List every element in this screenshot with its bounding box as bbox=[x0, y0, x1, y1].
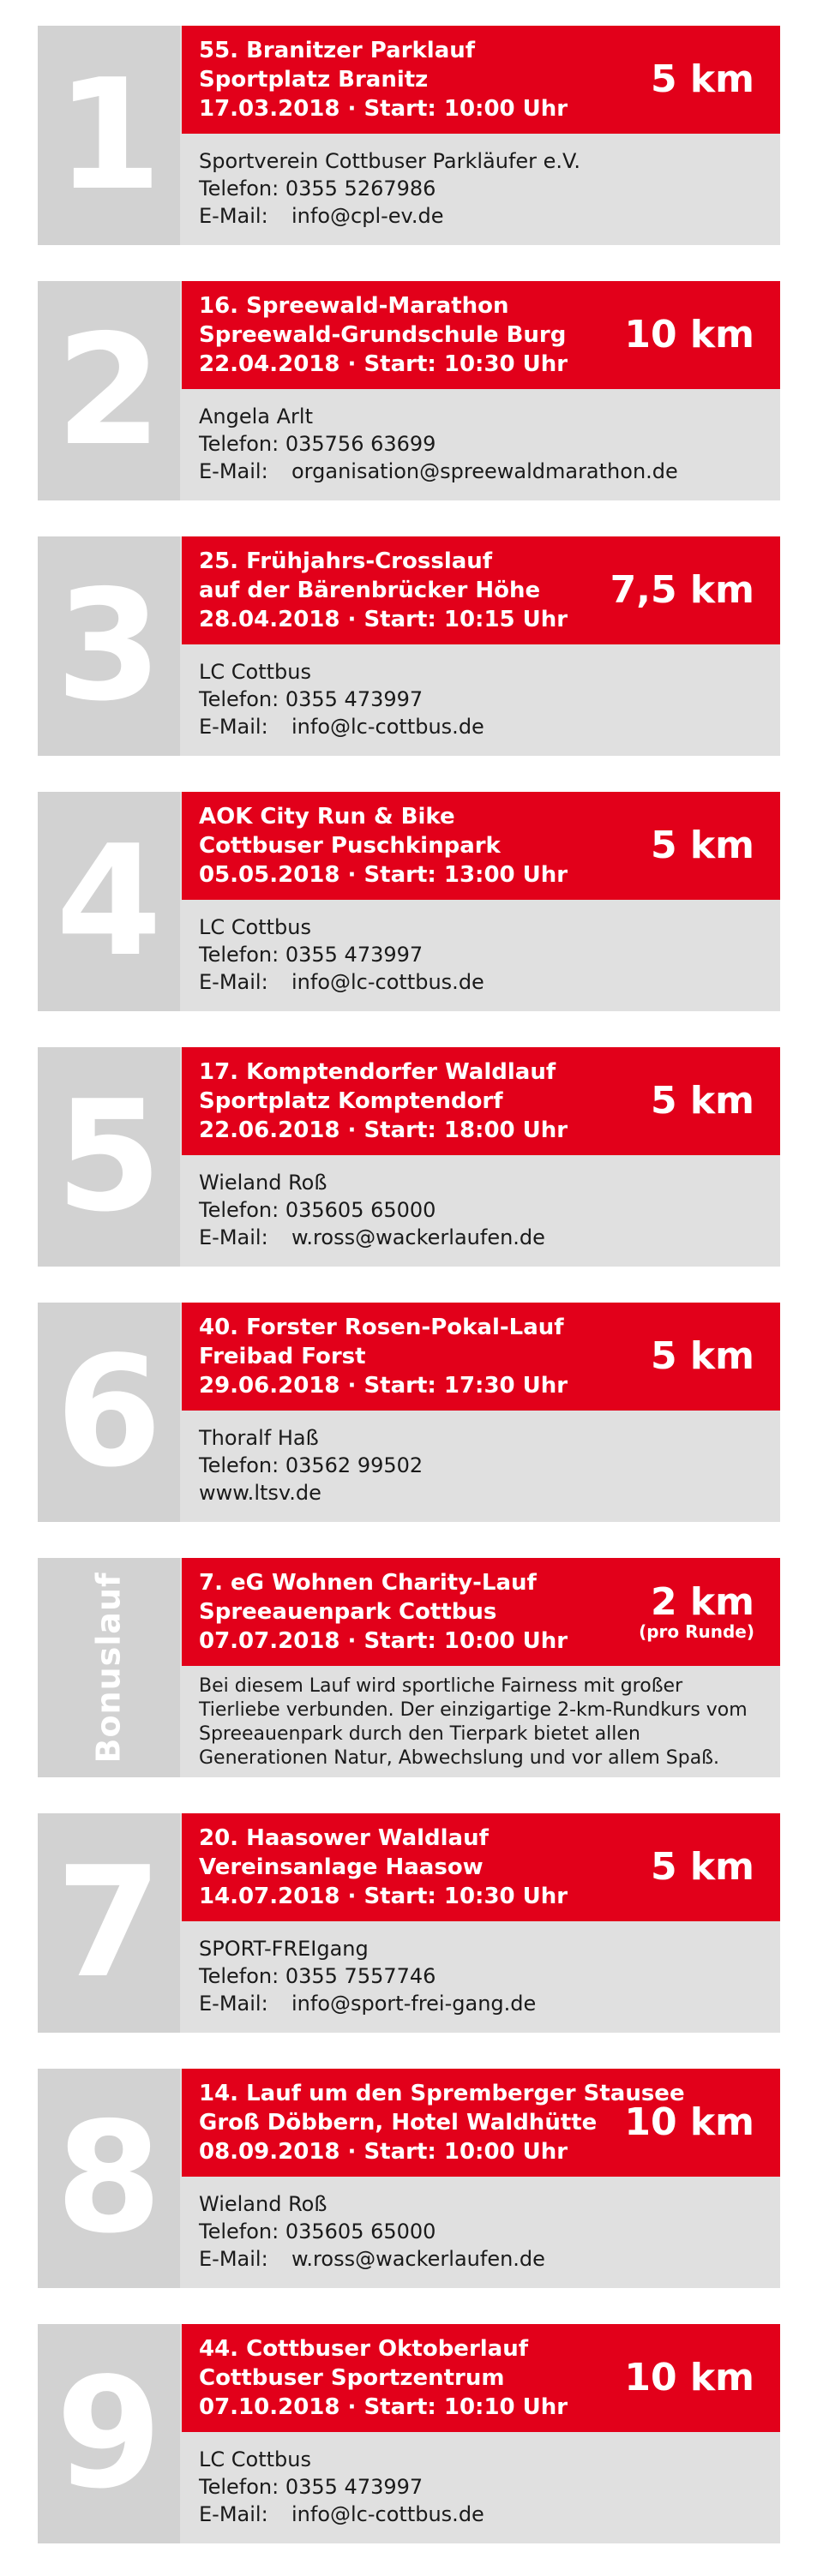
event-distance: 5 km bbox=[650, 57, 754, 101]
event-distance-block bbox=[651, 792, 754, 900]
event-number: 5 bbox=[38, 1047, 180, 1267]
event-phone: Telefon: 035756 63699 bbox=[199, 432, 436, 456]
event-venue: Vereinsanlage Haasow bbox=[199, 1854, 484, 1880]
event-email-link[interactable]: info@lc-cottbus.de bbox=[291, 970, 484, 994]
event-email-link[interactable]: organisation@spreewaldmarathon.de bbox=[291, 459, 678, 483]
event-card bbox=[38, 281, 780, 500]
event-card bbox=[38, 2324, 780, 2543]
event-phone: Telefon: 0355 7557746 bbox=[199, 1964, 436, 1988]
event-details bbox=[199, 147, 763, 230]
event-distance-note: (pro Runde) bbox=[639, 1621, 754, 1642]
event-card bbox=[38, 536, 780, 756]
event-header bbox=[182, 281, 780, 389]
event-venue: Cottbuser Puschkinpark bbox=[199, 833, 501, 859]
event-title-block bbox=[199, 1568, 609, 1656]
event-header bbox=[182, 536, 780, 644]
email-label: E-Mail: bbox=[199, 1992, 268, 2016]
event-contact: Angela Arlt bbox=[199, 404, 313, 428]
event-distance-block bbox=[624, 2069, 754, 2177]
event-details bbox=[199, 914, 763, 996]
event-phone: Telefon: 035605 65000 bbox=[199, 1198, 436, 1222]
event-email-link[interactable]: info@lc-cottbus.de bbox=[291, 715, 484, 739]
event-website-link[interactable]: www.ltsv.de bbox=[199, 1481, 321, 1505]
event-card bbox=[38, 26, 780, 245]
event-venue: Cottbuser Sportzentrum bbox=[199, 2365, 505, 2391]
event-date-start: 07.07.2018 · Start: 10:00 Uhr bbox=[199, 1628, 568, 1654]
event-details bbox=[199, 658, 763, 740]
event-distance-block bbox=[639, 1558, 754, 1666]
event-phone: Telefon: 0355 473997 bbox=[199, 943, 424, 967]
event-details bbox=[199, 1169, 763, 1251]
email-label: E-Mail: bbox=[199, 2502, 268, 2526]
event-venue: auf der Bärenbrücker Höhe bbox=[199, 578, 541, 603]
event-title-block bbox=[199, 547, 609, 634]
event-date-start: 22.04.2018 · Start: 10:30 Uhr bbox=[199, 351, 568, 377]
event-number: 2 bbox=[38, 281, 180, 500]
email-label: E-Mail: bbox=[199, 970, 268, 994]
event-venue: Sportplatz Komptendorf bbox=[199, 1088, 503, 1114]
event-venue: Spreeauenpark Cottbus bbox=[199, 1599, 497, 1625]
event-phone: Telefon: 0355 473997 bbox=[199, 687, 424, 711]
event-title-block bbox=[199, 291, 609, 379]
event-number: 7 bbox=[38, 1813, 180, 2033]
event-card bbox=[38, 792, 780, 1011]
event-distance-block bbox=[651, 26, 754, 134]
event-name: 7. eG Wohnen Charity-Lauf bbox=[199, 1570, 537, 1596]
event-details bbox=[199, 1935, 763, 2017]
event-date-start: 05.05.2018 · Start: 13:00 Uhr bbox=[199, 862, 568, 888]
event-date-start: 22.06.2018 · Start: 18:00 Uhr bbox=[199, 1117, 568, 1143]
event-phone: Telefon: 0355 5267986 bbox=[199, 177, 436, 201]
event-distance: 10 km bbox=[624, 2100, 754, 2144]
event-contact: Wieland Roß bbox=[199, 2192, 327, 2216]
event-distance-block bbox=[624, 281, 754, 389]
event-distance: 5 km bbox=[650, 824, 754, 867]
event-email-row bbox=[199, 458, 763, 485]
event-email-row bbox=[199, 1224, 763, 1251]
event-number: 3 bbox=[38, 536, 180, 756]
event-details bbox=[199, 2190, 763, 2273]
event-contact: LC Cottbus bbox=[199, 2447, 311, 2471]
event-header bbox=[182, 792, 780, 900]
event-number: 4 bbox=[38, 792, 180, 1011]
event-card bbox=[38, 1813, 780, 2033]
event-contact: SPORT-FREIgang bbox=[199, 1937, 369, 1961]
event-contact: Thoralf Haß bbox=[199, 1426, 319, 1450]
event-email-link[interactable]: info@lc-cottbus.de bbox=[291, 2502, 484, 2526]
event-distance: 5 km bbox=[650, 1334, 754, 1378]
event-date-start: 08.09.2018 · Start: 10:00 Uhr bbox=[199, 2139, 568, 2165]
event-date-start: 07.10.2018 · Start: 10:10 Uhr bbox=[199, 2394, 568, 2420]
event-description: Bei diesem Lauf wird sportliche Fairness mit großer Tierliebe verbunden. Der einzigartige 2-km-Rundkurs vom Spreeauenpark durch den Tierpark bietet allen Generationen Natur, Abwechslung und vor allem Spaß. bbox=[199, 1675, 748, 1769]
event-header bbox=[182, 26, 780, 134]
event-title-block bbox=[199, 802, 609, 890]
event-date-start: 14.07.2018 · Start: 10:30 Uhr bbox=[199, 1884, 568, 1909]
event-name: 55. Branitzer Parklauf bbox=[199, 38, 476, 63]
event-distance: 10 km bbox=[624, 313, 754, 356]
event-email-link[interactable]: info@sport-frei-gang.de bbox=[291, 1992, 537, 2016]
event-distance: 7,5 km bbox=[610, 568, 754, 612]
event-name: 17. Komptendorfer Waldlauf bbox=[199, 1059, 556, 1085]
event-email-row bbox=[199, 1990, 763, 2017]
event-card bbox=[38, 1558, 780, 1777]
event-email-row bbox=[199, 713, 763, 740]
event-name: 25. Frühjahrs-Crosslauf bbox=[199, 548, 493, 574]
event-distance-block bbox=[624, 2324, 754, 2432]
event-title-block bbox=[199, 1057, 609, 1145]
event-name: 44. Cottbuser Oktoberlauf bbox=[199, 2336, 529, 2362]
event-phone: Telefon: 03562 99502 bbox=[199, 1453, 424, 1477]
email-label: E-Mail: bbox=[199, 1225, 268, 1249]
event-title-block bbox=[199, 1313, 609, 1400]
event-details bbox=[199, 1674, 763, 1770]
event-details bbox=[199, 403, 763, 485]
event-contact: Sportverein Cottbuser Parkläufer e.V. bbox=[199, 149, 580, 173]
event-name: AOK City Run & Bike bbox=[199, 804, 455, 830]
event-email-link[interactable]: w.ross@wackerlaufen.de bbox=[291, 2247, 545, 2271]
event-number: 9 bbox=[38, 2324, 180, 2543]
event-details bbox=[199, 2446, 763, 2528]
event-email-row bbox=[199, 968, 763, 996]
event-distance: 2 km bbox=[650, 1580, 754, 1624]
event-title-block bbox=[199, 36, 609, 123]
event-number: 1 bbox=[38, 26, 180, 245]
event-details bbox=[199, 1424, 763, 1507]
event-email-row bbox=[199, 202, 763, 230]
event-email-link[interactable]: w.ross@wackerlaufen.de bbox=[291, 1225, 545, 1249]
event-card bbox=[38, 2069, 780, 2288]
event-date-start: 28.04.2018 · Start: 10:15 Uhr bbox=[199, 607, 568, 632]
event-name: 16. Spreewald-Marathon bbox=[199, 293, 509, 319]
event-header bbox=[182, 1047, 780, 1155]
event-distance: 5 km bbox=[650, 1845, 754, 1889]
event-header bbox=[182, 1813, 780, 1921]
event-venue: Groß Döbbern, Hotel Waldhütte bbox=[199, 2110, 598, 2136]
event-card bbox=[38, 1303, 780, 1522]
event-venue: Sportplatz Branitz bbox=[199, 67, 429, 93]
event-name: 14. Lauf um den Spremberger Stausee bbox=[199, 2081, 685, 2106]
event-number: 8 bbox=[38, 2069, 180, 2288]
email-label: E-Mail: bbox=[199, 2247, 268, 2271]
event-title-block bbox=[199, 2334, 609, 2422]
event-venue: Spreewald-Grundschule Burg bbox=[199, 322, 567, 348]
event-card bbox=[38, 1047, 780, 1267]
event-name: 40. Forster Rosen-Pokal-Lauf bbox=[199, 1315, 564, 1340]
event-distance-block bbox=[651, 1303, 754, 1411]
event-date-start: 29.06.2018 · Start: 17:30 Uhr bbox=[199, 1373, 568, 1399]
event-date-start: 17.03.2018 · Start: 10:00 Uhr bbox=[199, 96, 568, 122]
email-label: E-Mail: bbox=[199, 715, 268, 739]
bonus-label: Bonuslauf bbox=[90, 1572, 129, 1764]
event-number: 6 bbox=[38, 1303, 180, 1522]
event-email-row bbox=[199, 2501, 763, 2528]
event-distance-block bbox=[651, 1813, 754, 1921]
email-label: E-Mail: bbox=[199, 459, 268, 483]
event-header bbox=[182, 1303, 780, 1411]
event-contact: LC Cottbus bbox=[199, 915, 311, 939]
email-label: E-Mail: bbox=[199, 204, 268, 228]
event-name: 20. Haasower Waldlauf bbox=[199, 1825, 489, 1851]
event-header bbox=[182, 1558, 780, 1666]
event-title-block bbox=[199, 2079, 685, 2166]
event-email-link[interactable]: info@cpl-ev.de bbox=[291, 204, 444, 228]
event-header bbox=[182, 2324, 780, 2432]
event-contact: Wieland Roß bbox=[199, 1171, 327, 1195]
event-header bbox=[182, 2069, 780, 2177]
event-number-panel bbox=[38, 1558, 180, 1777]
event-phone: Telefon: 035605 65000 bbox=[199, 2220, 436, 2244]
event-distance-block bbox=[651, 1047, 754, 1155]
event-distance: 5 km bbox=[650, 1079, 754, 1123]
event-venue: Freibad Forst bbox=[199, 1344, 366, 1369]
event-title-block bbox=[199, 1824, 609, 1911]
event-distance-block bbox=[610, 536, 754, 644]
event-email-row bbox=[199, 2245, 763, 2273]
event-contact: LC Cottbus bbox=[199, 660, 311, 684]
event-phone: Telefon: 0355 473997 bbox=[199, 2475, 424, 2499]
event-distance: 10 km bbox=[624, 2356, 754, 2399]
